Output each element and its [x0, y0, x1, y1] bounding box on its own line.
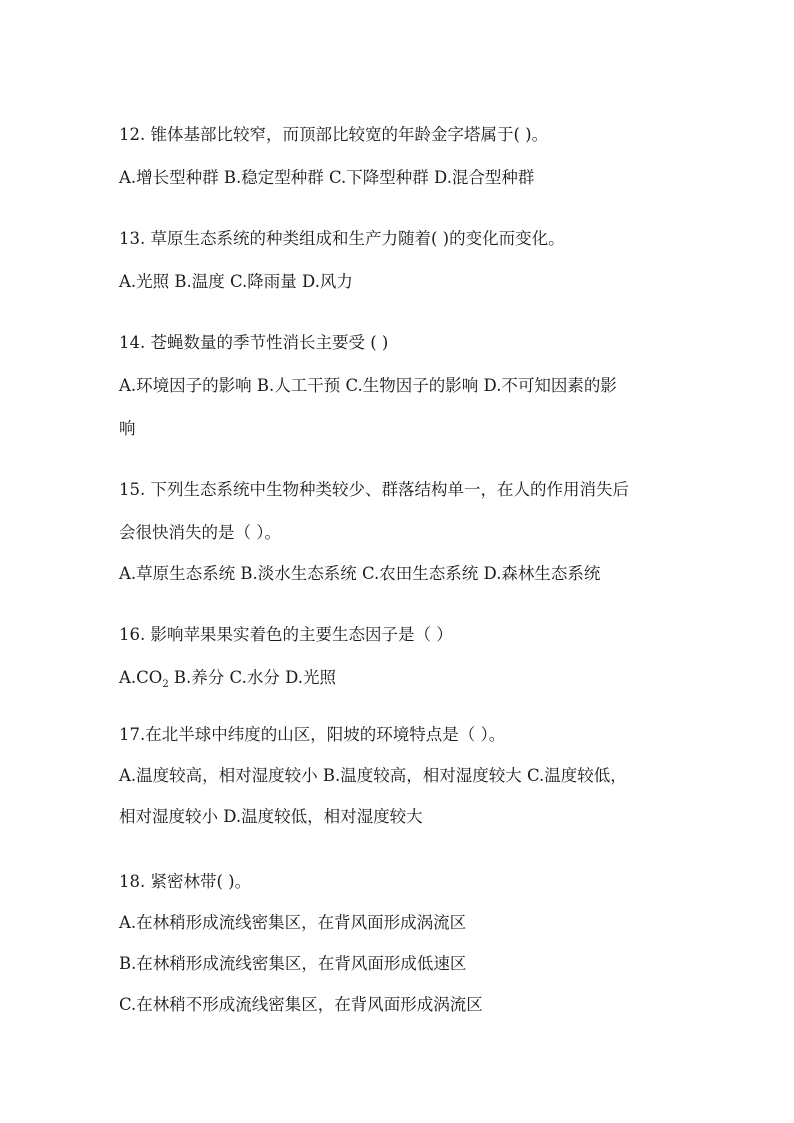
question-18-option-c: C.在林稍不形成流线密集区，在背风面形成涡流区 [119, 995, 483, 1014]
question-18-stem: 18. 紧密林带( )。 [119, 872, 252, 891]
question-13-stem: 13. 草原生态系统的种类组成和生产力随着( )的变化而变化。 [119, 229, 565, 248]
question-12-stem: 12. 锥体基部比较窄，而顶部比较宽的年龄金字塔属于( )。 [119, 125, 549, 144]
subscript-2: 2 [162, 679, 169, 690]
question-18-option-a: A.在林稍形成流线密集区，在背风面形成涡流区 [119, 913, 467, 932]
question-15-options: A.草原生态系统 B.淡水生态系统 C.农田生态系统 D.森林生态系统 [119, 564, 601, 583]
option-a-co2: A.CO [119, 668, 163, 687]
question-14-options-line1: A.环境因子的影响 B.人工干预 C.生物因子的影响 D.不可知因素的影 [119, 376, 617, 395]
question-17-options-line2: 相对湿度较小 D.温度较低，相对湿度较大 [119, 807, 423, 826]
question-17-options-line1: A.温度较高，相对湿度较小 B.温度较高，相对湿度较大 C.温度较低， [119, 766, 627, 785]
question-17-stem: 17.在北半球中纬度的山区，阳坡的环境特点是（ ）。 [119, 725, 506, 744]
question-16-options [119, 667, 336, 689]
question-12-options: A.增长型种群 B.稳定型种群 C.下降型种群 D.混合型种群 [119, 168, 535, 187]
options-rest: B.养分 C.水分 D.光照 [168, 668, 336, 687]
question-18-option-b: B.在林稍形成流线密集区，在背风面形成低速区 [119, 954, 467, 973]
question-16-stem: 16. 影响苹果果实着色的主要生态因子是（ ） [119, 625, 453, 644]
question-14-options-line2: 响 [119, 419, 136, 438]
question-13-options: A.光照 B.温度 C.降雨量 D.风力 [119, 272, 353, 291]
question-15-stem-line1: 15. 下列生态系统中生物种类较少、群落结构单一，在人的作用消失后 [119, 480, 629, 499]
question-14-stem: 14. 苍蝇数量的季节性消长主要受 ( ) [119, 333, 389, 352]
question-15-stem-line2: 会很快消失的是（ ）。 [119, 523, 281, 542]
